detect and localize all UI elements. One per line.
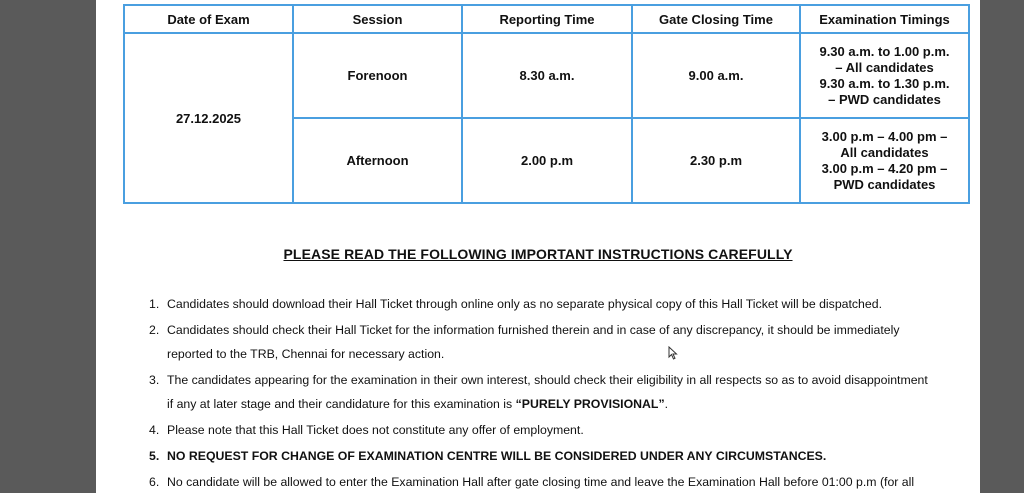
document-page	[96, 0, 980, 493]
list-item: 5. NO REQUEST FOR CHANGE OF EXAMINATION CENTRE WILL BE CONSIDERED UNDER ANY CIRCUMSTANCES.	[149, 449, 827, 463]
timing-line: 3.00 p.m – 4.20 pm –	[821, 160, 948, 176]
provisional-emphasis: “PURELY PROVISIONAL”	[515, 397, 665, 411]
timing-line: – All candidates	[835, 59, 934, 75]
exam-schedule-table	[123, 4, 970, 204]
instructions-heading: PLEASE READ THE FOLLOWING IMPORTANT INSTRUCTIONS CAREFULLY	[283, 246, 793, 262]
table-row	[124, 33, 969, 118]
header-reporting-time: Reporting Time	[462, 5, 632, 33]
timing-line: 9.30 a.m. to 1.00 p.m.	[819, 43, 950, 59]
mouse-cursor-icon	[668, 346, 678, 363]
instructions-list	[149, 292, 967, 493]
reporting-time-cell: 2.00 p.m	[462, 118, 632, 203]
gate-closing-cell: 2.30 p.m	[632, 118, 800, 203]
reporting-time-cell: 8.30 a.m.	[462, 33, 632, 118]
session-cell: Afternoon	[293, 118, 462, 203]
list-item: 6. No candidate will be allowed to enter the Examination Hall after gate closing time and leave the Examination Hall before 01:00 p.m (for all	[149, 475, 915, 489]
timing-line: PWD candidates	[833, 176, 936, 192]
exam-timings-cell	[800, 33, 969, 118]
timing-line: 9.30 a.m. to 1.30 p.m.	[819, 75, 950, 91]
exam-date: 27.12.2025	[124, 33, 293, 203]
list-item: 4. Please note that this Hall Ticket does not constitute any offer of employment.	[149, 423, 584, 437]
timing-line: – PWD candidates	[828, 91, 941, 107]
exam-timings-cell	[800, 118, 969, 203]
header-session: Session	[293, 5, 462, 33]
list-item: 1. Candidates should download their Hall Ticket through online only as no separate physical copy of this Hall Ticket will be dispatched.	[149, 297, 882, 311]
list-item: 2. Candidates should check their Hall Ticket for the information furnished therein and in case of any discrepancy, it should be immediately reported to the TRB, Chennai for necessary action.	[149, 323, 900, 361]
header-exam-timings: Examination Timings	[800, 5, 969, 33]
session-cell: Forenoon	[293, 33, 462, 118]
header-date: Date of Exam	[124, 5, 293, 33]
list-item: 3. The candidates appearing for the examination in their own interest, should check their eligibility in all respects so as to avoid disappointment if any at later stage and their candidature for this examination is “PURELY PROVISIONAL”.	[149, 373, 928, 411]
table-header-row	[124, 5, 969, 33]
gate-closing-cell: 9.00 a.m.	[632, 33, 800, 118]
header-gate-closing-time: Gate Closing Time	[632, 5, 800, 33]
timing-line: All candidates	[840, 144, 929, 160]
timing-line: 3.00 p.m – 4.00 pm –	[821, 128, 948, 144]
